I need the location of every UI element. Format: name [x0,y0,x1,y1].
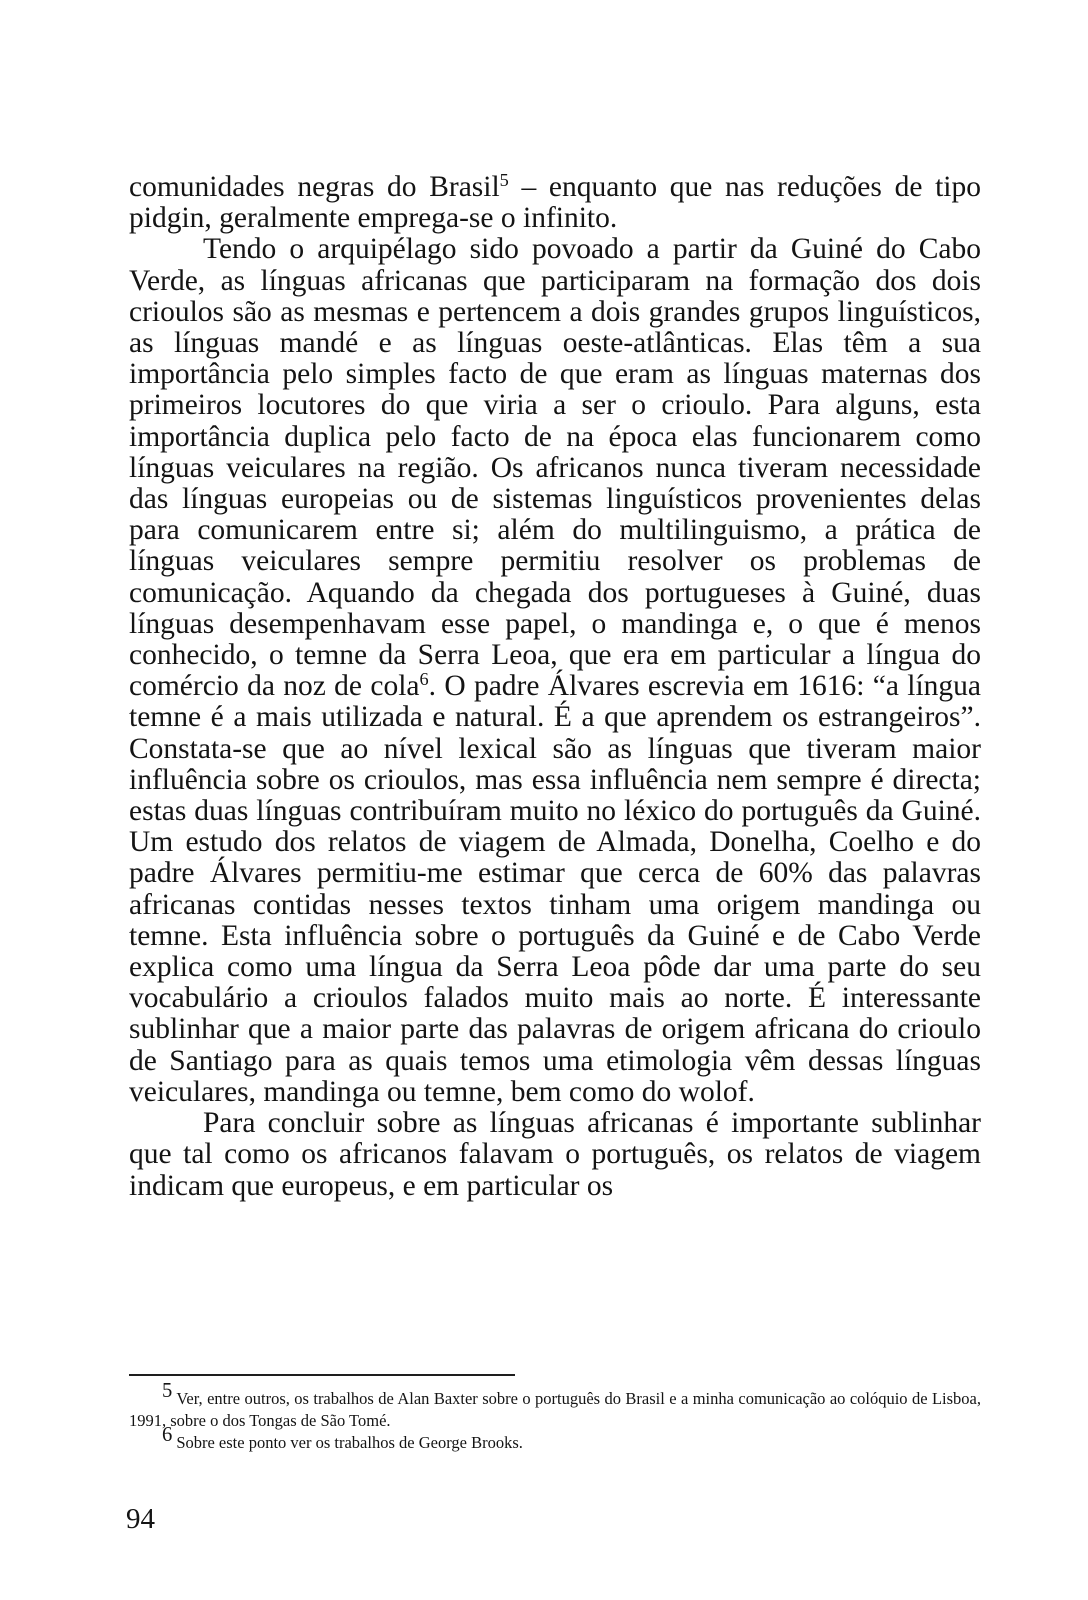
footnote-5-text: Ver, entre outros, os trabalhos de Alan Baxter sobre o português do Brasil e a minha comunicação ao colóquio de Lisboa, 1991, sobre o dos Tongas de São Tomé. [129,1389,981,1430]
paragraph-2-text-b: . O padre Álvares escrevia em 1616: “a língua temne é a mais utilizada e natural. É a que aprendem os estrangeiros”. Constata-se que ao nível lexical são as línguas que tiveram maior influência sobre os crioulos, mas essa influência nem sempre é directa; estas duas línguas contribuíram muito no léxico do português da Guiné. Um estudo dos relatos de viagem de Almada, Donelha, Coelho e do padre Álvares permitiu-me estimar que cerca de 60% das palavras africanas contidas nesses textos tinham uma origem mandinga ou temne. Esta influência sobre o português da Guiné e de Cabo Verde explica como uma língua da Serra Leoa pôde dar uma parte do seu vocabulário a crioulos falados muito mais ao norte. É interessante sublinhar que a maior parte das palavras de origem africana do crioulo de Santiago para as quais temos uma etimologia vêm dessas línguas veiculares, mandinga ou temne, bem como do wolof. [129,670,981,1108]
footnote-ref-6: 6 [419,669,429,690]
footnote-6-text: Sobre este ponto ver os trabalhos de George Brooks. [176,1433,523,1452]
paragraph-1-text-a: comunidades negras do Brasil [129,171,500,203]
footnote-5-number: 5 [162,1379,173,1402]
footnote-ref-5: 5 [499,169,509,190]
footnotes [129,1379,981,1454]
footnote-divider [129,1374,515,1376]
footnote-5 [129,1379,981,1432]
paragraph-1 [129,169,981,235]
body-text [129,169,981,1202]
footnote-6-number: 6 [162,1423,173,1446]
paragraph-3: Para concluir sobre as línguas africanas é importante sublinhar que tal como os africanos falavam o português, os relatos de viagem indicam que europeus, e em particular os [129,1107,981,1202]
paragraph-1-text-b: – enquanto que nas reduções de tipo pidgin, geralmente emprega-se o infinito. [129,171,981,235]
page-number: 94 [126,1503,155,1535]
footnote-6 [129,1423,981,1454]
paragraph-2-text-a: Tendo o arquipélago sido povoado a partir da Guiné do Cabo Verde, as línguas africanas que participaram na formação dos dois crioulos são as mesmas e pertencem a dois grandes grupos linguísticos, as línguas mandé e as línguas oeste-atlânticas. Elas têm a sua importância pelo simples facto de que eram as línguas maternas dos primeiros locutores do que viria a ser o crioulo. Para alguns, esta importância duplica pelo facto de na época elas funcionarem como línguas veiculares na região. Os africanos nunca tiveram necessidade das línguas europeias ou de sistemas linguísticos provenientes delas para comunicarem entre si; além do multilinguismo, a prática de línguas veiculares sempre permitiu resolver os problemas de comunicação. Aquando da chegada dos portugueses à Guiné, duas línguas desempenhavam esse papel, o mandinga e, o que é menos conhecido, o temne da Serra Leoa, que era em particular a língua do comércio da noz de cola [129,233,981,703]
paragraph-2 [129,234,981,1108]
